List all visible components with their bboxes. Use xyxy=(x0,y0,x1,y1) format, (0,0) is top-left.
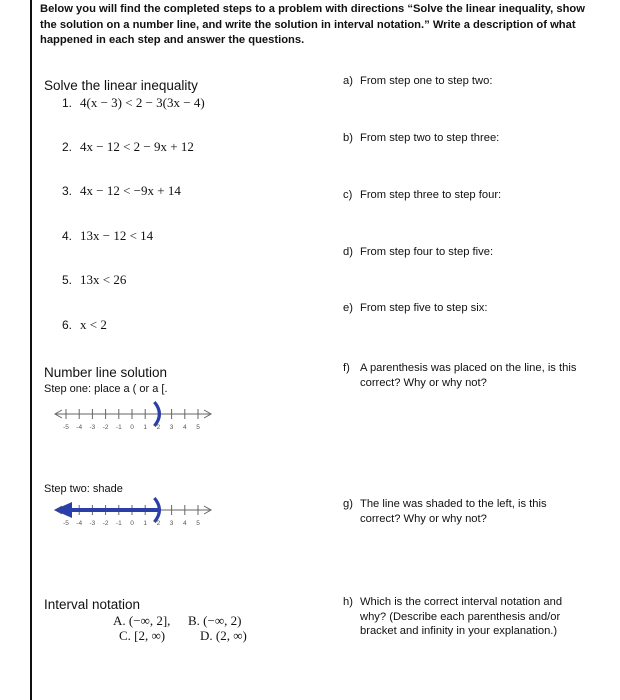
solve-title: Solve the linear inequality xyxy=(44,78,198,93)
left-margin-rule xyxy=(30,0,32,700)
question-h xyxy=(343,595,593,639)
number-line-step-two xyxy=(44,492,260,534)
question-label: b) xyxy=(343,132,353,144)
option-b: B. (−∞, 2) xyxy=(188,613,242,628)
question-g xyxy=(343,497,593,526)
tick-label: -2 xyxy=(102,520,109,527)
step-3 xyxy=(62,183,181,199)
step-number: 1. xyxy=(62,96,73,110)
tick-label: -1 xyxy=(115,520,122,527)
question-text-line2: correct? Why or why not? xyxy=(360,376,487,389)
number-line-step-one xyxy=(50,396,260,438)
step-6 xyxy=(62,317,107,333)
question-label: f) xyxy=(343,362,350,374)
tick-label: 2 xyxy=(156,424,161,431)
step-expression: 13x − 12 < 14 xyxy=(80,228,154,243)
question-text: From step one to step two: xyxy=(360,75,493,87)
number-line-title: Number line solution xyxy=(44,365,168,380)
question-text: Which is the correct interval notation and xyxy=(360,596,563,608)
interval-title: Interval notation xyxy=(44,597,141,612)
step-1 xyxy=(62,95,205,111)
step-expression: 13x < 26 xyxy=(80,272,127,287)
step-4 xyxy=(62,228,153,244)
tick-label: 2 xyxy=(156,520,161,527)
question-a xyxy=(343,74,593,89)
tick-label: 1 xyxy=(143,424,148,431)
tick-label: -5 xyxy=(63,520,69,527)
step-expression: 4(x − 3) < 2 − 3(3x − 4) xyxy=(80,95,205,110)
question-text: From step three to step four: xyxy=(360,189,502,201)
question-label: c) xyxy=(343,189,353,201)
question-text: From step two to step three: xyxy=(360,132,500,144)
question-c xyxy=(343,188,593,203)
question-text-line2: correct? Why or why not? xyxy=(360,512,487,525)
tick-label: 5 xyxy=(196,520,200,527)
tick-label: 3 xyxy=(169,520,174,527)
shade-arrowhead xyxy=(54,502,72,518)
tick-label: -1 xyxy=(115,424,122,431)
question-text-line2: why? (Describe each parenthesis and/or xyxy=(360,610,561,623)
option-c: C. [2, ∞) xyxy=(119,628,166,643)
tick-label: -4 xyxy=(76,520,83,527)
question-e xyxy=(343,301,593,316)
tick-label: -2 xyxy=(102,424,109,431)
tick-label: 0 xyxy=(130,424,134,431)
step-two-label: Step two: shade xyxy=(44,483,123,495)
step-number: 4. xyxy=(62,229,73,243)
question-text: From step five to step six: xyxy=(360,302,488,314)
step-5 xyxy=(62,272,126,288)
question-text: A parenthesis was placed on the line, is this xyxy=(360,362,577,374)
tick-label: -3 xyxy=(89,520,96,527)
option-d: D. (2, ∞) xyxy=(200,628,247,643)
step-expression: x < 2 xyxy=(80,317,107,332)
step-expression: 4x − 12 < 2 − 9x + 12 xyxy=(80,139,194,154)
question-b xyxy=(343,131,593,146)
step-2 xyxy=(62,139,194,155)
tick-label: 4 xyxy=(182,424,187,431)
question-label: a) xyxy=(343,75,353,87)
question-text: The line was shaded to the left, is this xyxy=(360,498,547,510)
option-a: A. (−∞, 2], xyxy=(113,613,171,628)
step-one-label: Step one: place a ( or a [. xyxy=(44,383,168,395)
question-d xyxy=(343,245,593,260)
tick-label: -3 xyxy=(89,424,96,431)
tick-label: 4 xyxy=(182,520,187,527)
tick-label: 0 xyxy=(130,520,134,527)
tick-label: 3 xyxy=(169,424,174,431)
instructions: Below you will find the completed steps to a problem with directions “Solve the linear inequality, show the solution on a number line, and write the solution in interval notation.” Write a description of what happened in each step and answer the questions. xyxy=(40,3,585,46)
tick-label: -4 xyxy=(76,424,83,431)
question-label: g) xyxy=(343,498,353,510)
step-number: 5. xyxy=(62,273,73,287)
step-number: 2. xyxy=(62,140,73,154)
step-number: 3. xyxy=(62,184,73,198)
step-number: 6. xyxy=(62,318,73,332)
question-label: h) xyxy=(343,596,353,608)
tick-label: 1 xyxy=(143,520,148,527)
step-expression: 4x − 12 < −9x + 14 xyxy=(80,183,181,198)
tick-label: -5 xyxy=(63,424,69,431)
question-label: e) xyxy=(343,302,353,314)
tick-label: 5 xyxy=(196,424,200,431)
question-text: From step four to step five: xyxy=(360,246,494,258)
question-label: d) xyxy=(343,246,353,258)
question-f xyxy=(343,361,593,390)
question-text-line3: bracket and infinity in your explanation.) xyxy=(360,625,558,637)
